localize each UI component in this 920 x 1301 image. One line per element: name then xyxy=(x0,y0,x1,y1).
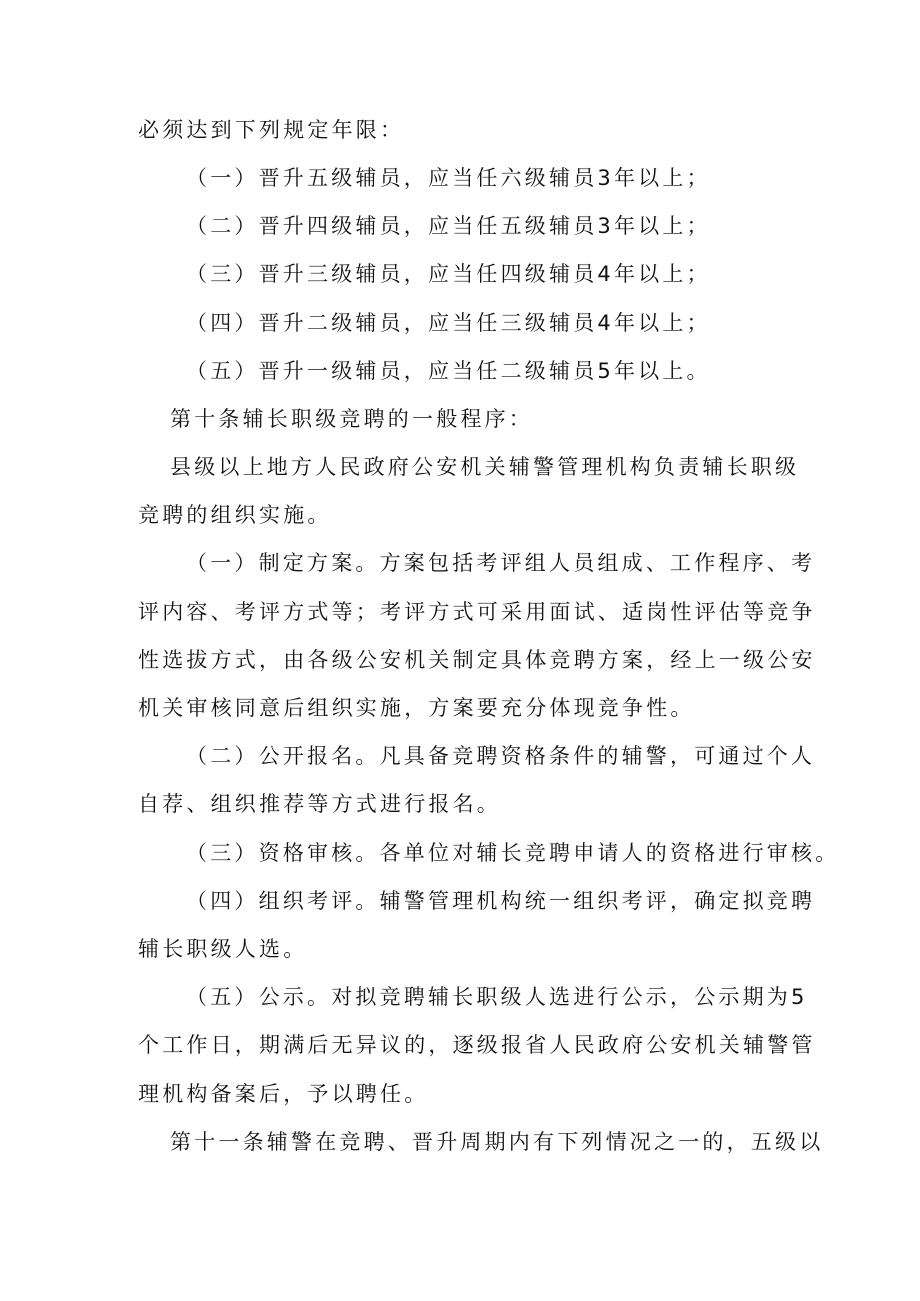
text-line: 性选拔方式，由各级公安机关制定具体竞聘方案，经上一级公安 xyxy=(138,648,816,672)
text-line: （三）晋升三级辅员，应当任四级辅员4年以上； xyxy=(186,262,711,286)
text-line: 第十条辅长职级竞聘的一般程序： xyxy=(170,407,533,431)
text-line: 理机构备案后，予以聘任。 xyxy=(138,1082,429,1106)
text-line: （五）晋升一级辅员，应当任二级辅员5年以上。 xyxy=(186,359,711,383)
text-line: 机关审核同意后组织实施，方案要充分体现竞争性。 xyxy=(138,696,695,720)
text-line: 必须达到下列规定年限： xyxy=(138,118,405,142)
text-line: （二）晋升四级辅员，应当任五级辅员3年以上； xyxy=(186,214,711,238)
text-line: 个工作日，期满后无异议的，逐级报省人民政府公安机关辅警管 xyxy=(138,1033,816,1057)
text-line: 竞聘的组织实施。 xyxy=(138,503,332,527)
text-line: （一）制定方案。方案包括考评组人员组成、工作程序、考 xyxy=(186,551,816,575)
text-line: 辅长职级人选。 xyxy=(138,937,308,961)
text-line: （三）资格审核。各单位对辅长竞聘申请人的资格进行审核。 xyxy=(186,841,840,865)
text-line: （四）晋升二级辅员，应当任三级辅员4年以上； xyxy=(186,311,711,335)
text-line: 评内容、考评方式等；考评方式可采用面试、适岗性评估等竞争 xyxy=(138,600,816,624)
text-line: （五）公示。对拟竞聘辅长职级人选进行公示，公示期为5 xyxy=(186,985,808,1009)
text-line: （二）公开报名。凡具备竞聘资格条件的辅警，可通过个人 xyxy=(186,744,816,768)
text-line: 县级以上地方人民政府公安机关辅警管理机构负责辅长职级 xyxy=(170,455,800,479)
text-line: （四）组织考评。辅警管理机构统一组织考评，确定拟竞聘 xyxy=(186,889,816,913)
text-line: 第十一条辅警在竞聘、晋升周期内有下列情况之一的，五级以 xyxy=(170,1130,824,1154)
text-line: 自荐、组织推荐等方式进行报名。 xyxy=(138,792,501,816)
text-line: （一）晋升五级辅员，应当任六级辅员3年以上； xyxy=(186,166,711,190)
